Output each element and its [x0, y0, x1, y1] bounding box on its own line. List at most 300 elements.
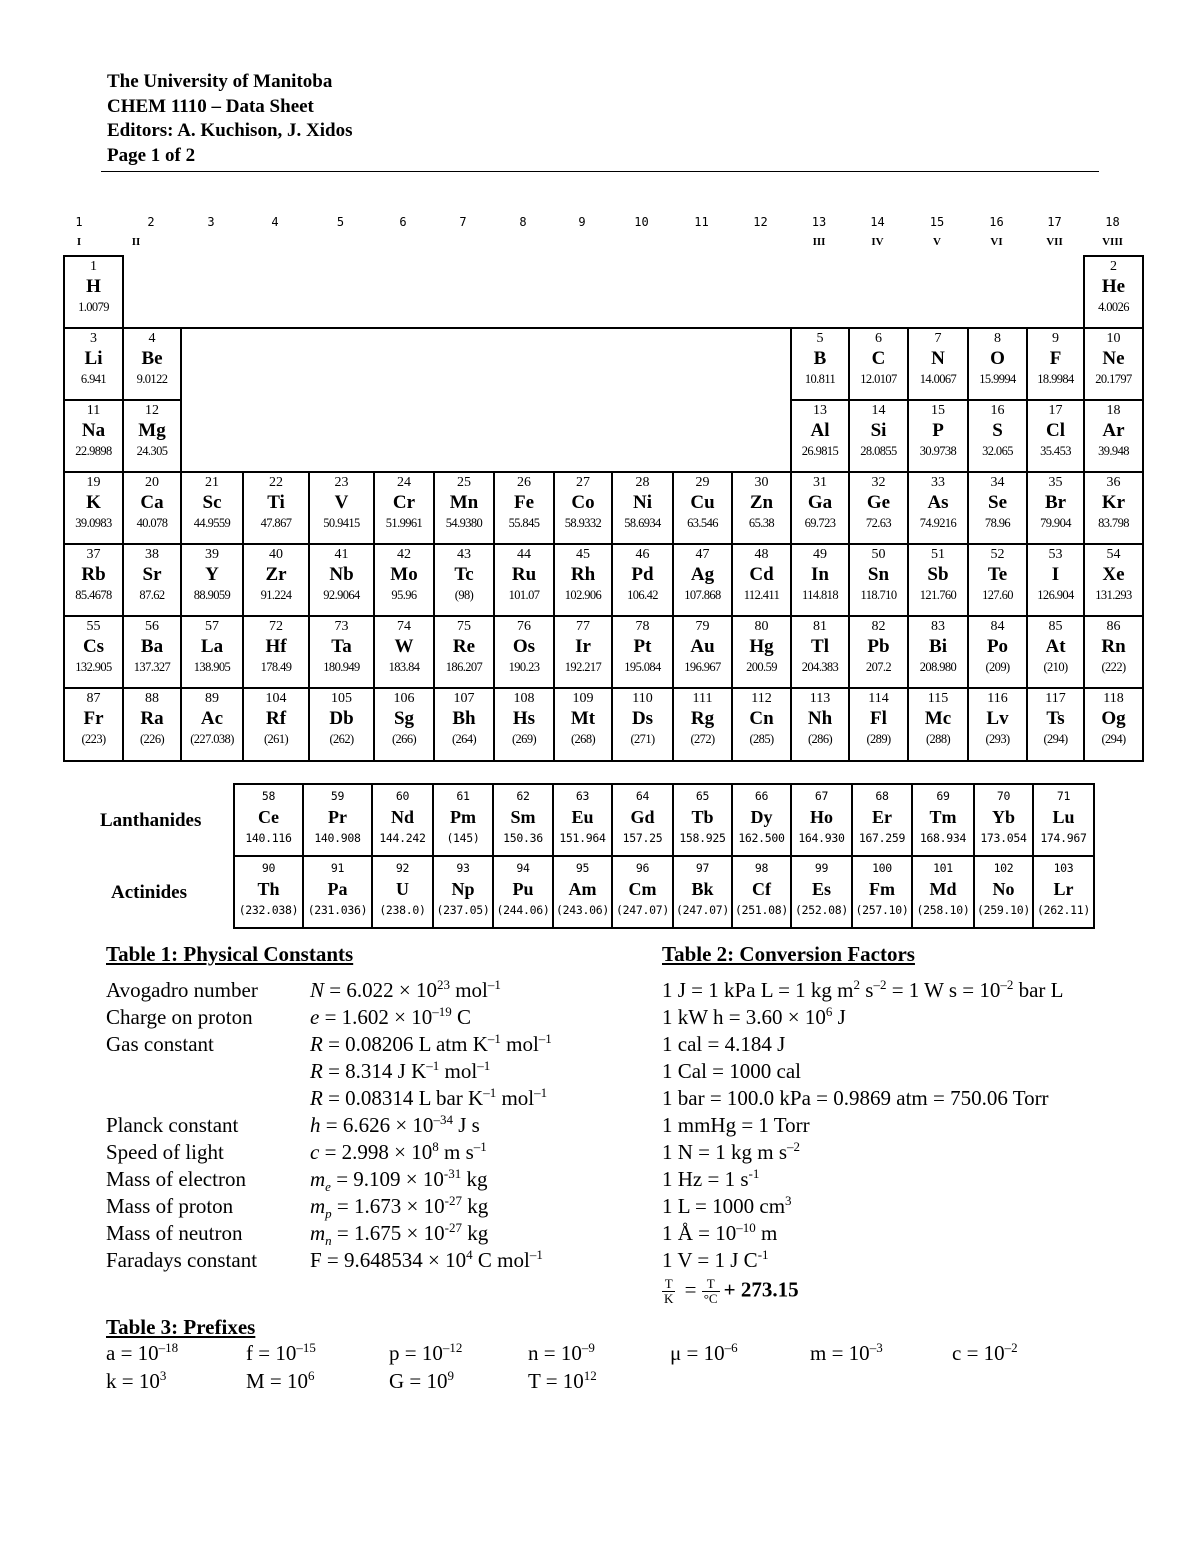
group-roman: VI [990, 236, 1003, 248]
element-symbol: Ta [331, 636, 352, 657]
element-Bk [672, 855, 733, 929]
atomic-mass: (244.06) [496, 903, 550, 917]
element-Th [233, 855, 304, 929]
atomic-number: 71 [1056, 789, 1071, 803]
atomic-mass: 44.9559 [193, 516, 231, 530]
atomic-number: 103 [1053, 861, 1074, 875]
atomic-number: 28 [635, 475, 650, 490]
element-symbol: Cu [690, 492, 715, 513]
atomic-number: 94 [516, 861, 530, 875]
element-symbol: Nh [807, 708, 833, 729]
element-symbol: Os [512, 636, 536, 657]
constant-value: $e = 1.602 \times 10^{-19}$ C [310, 1004, 472, 1029]
atomic-mass: (286) [807, 732, 833, 746]
constant-value: $m_p = 1.673 \times 10^{-27}$ kg [310, 1193, 489, 1222]
element-U [371, 855, 434, 929]
atomic-mass: 200.59 [746, 660, 777, 674]
element-Al [790, 399, 850, 473]
atomic-number: 49 [813, 547, 827, 562]
element-Bh [433, 687, 495, 762]
atomic-number: 41 [334, 547, 349, 562]
element-Br [1026, 471, 1085, 545]
atomic-mass: 178.49 [260, 660, 292, 674]
element-symbol: Pd [631, 564, 654, 585]
element-In [790, 543, 850, 617]
element-symbol: Lr [1053, 879, 1074, 899]
element-symbol: Md [929, 879, 957, 899]
atomic-mass: 39.0983 [75, 516, 112, 530]
atomic-mass: 101.07 [508, 588, 540, 602]
element-Se [967, 471, 1028, 545]
atomic-number: 16 [990, 403, 1005, 418]
atomic-number: 61 [456, 789, 470, 803]
element-Hf [242, 615, 310, 689]
atomic-mass: 126.904 [1037, 588, 1074, 602]
element-symbol: Tb [691, 807, 714, 827]
atomic-mass: 40.078 [136, 516, 168, 530]
prefix: $p = 10^{-12}$ [389, 1340, 463, 1365]
element-symbol: Ga [807, 492, 833, 513]
atomic-number: 75 [457, 619, 471, 634]
atomic-number: 53 [1048, 547, 1063, 562]
element-symbol: Hf [265, 636, 287, 657]
element-N [907, 327, 969, 401]
element-Ti [242, 471, 310, 545]
element-Fe [493, 471, 555, 545]
atomic-mass: (237.05) [436, 903, 490, 917]
conversion-factor: 1 kW $h = 3.60 \times 10^6$ J [662, 1004, 846, 1029]
atomic-number: 91 [330, 861, 345, 875]
atomic-number: 110 [632, 691, 653, 706]
atomic-number: 31 [813, 475, 827, 490]
element-La [180, 615, 244, 689]
group-number: 10 [634, 215, 649, 229]
element-Os [493, 615, 555, 689]
element-Mo [373, 543, 435, 617]
element-Pr [302, 783, 373, 857]
atomic-mass: 208.980 [919, 660, 957, 674]
prefix: $T = 10^{12}$ [528, 1368, 597, 1393]
element-symbol: Hs [512, 708, 536, 729]
element-symbol: Xe [1102, 564, 1125, 585]
element-Cf [731, 855, 792, 929]
constant-value: $m_n = 1.675 \times 10^{-27}$ kg [310, 1220, 489, 1249]
element-symbol: Se [988, 492, 1007, 513]
atomic-mass: 192.217 [564, 660, 602, 674]
atomic-number: 105 [331, 691, 352, 706]
atomic-number: 15 [931, 403, 945, 418]
element-Na [63, 399, 124, 473]
atomic-mass: 79.904 [1040, 516, 1071, 530]
atomic-number: 42 [397, 547, 411, 562]
atomic-number: 22 [269, 475, 283, 490]
atomic-mass: 12.0107 [860, 372, 897, 386]
atomic-mass: 207.2 [865, 660, 892, 674]
atomic-number: 12 [145, 403, 159, 418]
element-S [967, 399, 1028, 473]
atomic-mass: 180.949 [323, 660, 360, 674]
element-Li [63, 327, 124, 401]
group-number: 15 [929, 215, 945, 229]
element-Sg [373, 687, 435, 762]
atomic-number: 21 [205, 475, 219, 490]
atomic-number: 60 [395, 789, 410, 803]
element-symbol: Bk [691, 879, 714, 899]
element-K [63, 471, 124, 545]
atomic-mass: (268) [570, 732, 596, 746]
atomic-mass: 174.967 [1040, 831, 1087, 845]
atomic-mass: 196.967 [684, 660, 721, 674]
constant-value: $N = 6.022 \times 10^{23}$ mol$^{-1}$ [310, 977, 501, 1002]
element-Ho [790, 783, 853, 857]
constant-name: Mass of proton [106, 1194, 234, 1218]
header-rule [101, 171, 1099, 172]
atomic-mass: (293) [985, 732, 1010, 746]
element-Mn [433, 471, 495, 545]
group-number: 14 [870, 215, 885, 229]
atomic-mass: 51.9961 [385, 516, 423, 530]
atomic-mass: (261) [263, 732, 289, 746]
atomic-number: 69 [936, 789, 950, 803]
element-symbol: Sm [510, 807, 536, 827]
element-symbol: Eu [571, 807, 594, 827]
conversion-factor: 1 Cal = 1000 cal [662, 1059, 801, 1083]
atomic-number: 7 [934, 331, 942, 346]
element-symbol: Ra [140, 708, 164, 729]
atomic-mass: 72.63 [865, 516, 892, 530]
atomic-number: 50 [871, 547, 886, 562]
element-symbol: Te [987, 564, 1008, 585]
atomic-mass: (251.08) [735, 903, 788, 917]
atomic-mass: 121.760 [919, 588, 957, 602]
element-symbol: V [334, 492, 349, 513]
atomic-mass: (226) [139, 732, 165, 746]
element-V [308, 471, 375, 545]
element-symbol: Cl [1046, 420, 1065, 441]
atomic-number: 77 [576, 619, 590, 634]
element-Fl [848, 687, 909, 762]
atomic-mass: 83.798 [1098, 516, 1129, 530]
atomic-number: 78 [635, 619, 650, 634]
element-Ag [672, 543, 733, 617]
atomic-mass: (269) [511, 732, 537, 746]
atomic-mass: (264) [451, 732, 477, 746]
element-He [1083, 255, 1144, 329]
element-Ir [553, 615, 613, 689]
element-symbol: Co [571, 492, 595, 513]
atomic-mass: 28.0855 [860, 444, 897, 458]
element-symbol: Ho [809, 807, 833, 827]
element-As [907, 471, 969, 545]
element-Cm [611, 855, 674, 929]
element-symbol: H [86, 276, 101, 297]
atomic-number: 5 [816, 331, 824, 346]
atomic-mass: 158.925 [679, 831, 726, 845]
atomic-number: 87 [86, 691, 101, 706]
atomic-mass: 144.242 [379, 831, 426, 845]
atomic-mass: 26.9815 [801, 444, 839, 458]
element-symbol: Th [257, 879, 280, 899]
atomic-mass: 162.500 [738, 831, 785, 845]
constant-value: R = 8.314 J $K^{-1}$ mol$^{-1}$ [310, 1058, 491, 1083]
prefix: $m = 10^{-3}$ [810, 1340, 883, 1365]
atomic-number: 3 [90, 331, 97, 346]
atomic-number: 58 [261, 789, 276, 803]
atomic-number: 111 [692, 691, 713, 706]
element-Ne [1083, 327, 1144, 401]
atomic-number: 48 [754, 547, 769, 562]
element-Mg [122, 399, 182, 473]
temp-k: K [664, 1291, 674, 1306]
element-Au [672, 615, 733, 689]
atomic-number: 52 [990, 547, 1005, 562]
conversion-factor: 1 bar = 100.0 kPa = 0.9869 atm = 750.06 Torr [662, 1086, 1049, 1110]
element-Te [967, 543, 1028, 617]
atomic-mass: 39.948 [1098, 444, 1129, 458]
element-Ga [790, 471, 850, 545]
atomic-mass: 10.811 [804, 372, 836, 386]
element-symbol: Sc [202, 492, 222, 513]
atomic-mass: (262) [329, 732, 354, 746]
atomic-mass: 58.6934 [624, 516, 661, 530]
atomic-number: 82 [871, 619, 886, 634]
element-symbol: Rg [690, 708, 715, 729]
atomic-mass: 106.42 [627, 588, 658, 602]
element-symbol: Br [1044, 492, 1067, 513]
element-symbol: Sg [393, 708, 415, 729]
element-symbol: Tc [454, 564, 474, 585]
atomic-mass: 85.4678 [75, 588, 112, 602]
atomic-number: 109 [572, 691, 594, 706]
element-symbol: Pm [450, 807, 476, 827]
atomic-mass: 157.25 [622, 831, 663, 845]
table-gap [180, 327, 792, 471]
atomic-mass: (271) [630, 732, 655, 746]
element-Dy [731, 783, 792, 857]
atomic-mass: 112.411 [743, 588, 780, 602]
prefix: $c = 10^{-2}$ [952, 1340, 1018, 1365]
atomic-mass: (223) [81, 732, 106, 746]
element-symbol: Fm [869, 879, 895, 899]
atomic-mass: 4.0026 [1098, 300, 1129, 314]
element-Ba [122, 615, 182, 689]
atomic-number: 76 [517, 619, 531, 634]
element-Tb [672, 783, 733, 857]
atomic-mass: 63.546 [687, 516, 718, 530]
atomic-mass: 69.723 [804, 516, 836, 530]
atomic-mass: 50.9415 [323, 516, 360, 530]
atomic-number: 79 [695, 619, 710, 634]
element-symbol: Al [810, 420, 830, 441]
element-symbol: Rn [1101, 636, 1126, 657]
element-symbol: U [396, 879, 409, 899]
atomic-number: 26 [517, 475, 531, 490]
element-Cr [373, 471, 435, 545]
atomic-number: 54 [1106, 547, 1121, 562]
atomic-number: 20 [145, 475, 159, 490]
element-symbol: Cm [628, 879, 657, 899]
element-Xe [1083, 543, 1144, 617]
atomic-mass: 15.9994 [979, 372, 1016, 386]
atomic-mass: 132.905 [75, 660, 112, 674]
element-I [1026, 543, 1085, 617]
element-symbol: Fe [513, 492, 535, 513]
atomic-mass: (209) [985, 660, 1010, 674]
element-symbol: Zn [749, 492, 774, 513]
constant-name: Faradays constant [106, 1248, 258, 1272]
group-roman: V [933, 236, 941, 248]
element-symbol: He [1101, 276, 1126, 297]
atomic-mass: 58.9332 [564, 516, 602, 530]
table3-title: Table 3: Prefixes [106, 1315, 256, 1339]
atomic-number: 101 [933, 861, 953, 875]
group-number: 13 [811, 215, 827, 229]
atomic-number: 2 [1110, 259, 1117, 274]
element-symbol: Rf [265, 708, 287, 729]
atomic-mass: (259.10) [977, 903, 1030, 917]
element-Er [851, 783, 913, 857]
element-Am [552, 855, 613, 929]
atomic-mass: (243.06) [556, 903, 609, 917]
element-Og [1083, 687, 1144, 762]
element-C [848, 327, 909, 401]
constant-name: Planck constant [106, 1113, 239, 1137]
element-symbol: Sr [142, 564, 162, 585]
atomic-number: 86 [1106, 619, 1121, 634]
group-roman: VIII [1102, 236, 1123, 248]
atomic-mass: 138.905 [193, 660, 231, 674]
atomic-number: 29 [695, 475, 710, 490]
conversion-factor: 1 Hz = 1 $s^{-1}$ [662, 1166, 760, 1191]
element-symbol: Zr [265, 564, 287, 585]
atomic-mass: 151.964 [559, 831, 606, 845]
element-symbol: Bi [929, 636, 947, 657]
atomic-number: 43 [457, 547, 471, 562]
element-symbol: Lv [986, 708, 1009, 729]
group-roman: VII [1046, 236, 1063, 248]
constant-value: $h = 6.626 \times 10^{-34}$ J s [310, 1112, 480, 1137]
atomic-number: 83 [931, 619, 945, 634]
atomic-mass: (227.038) [190, 732, 234, 746]
atomic-mass: (222) [1101, 660, 1126, 674]
element-Sr [122, 543, 182, 617]
group-roman: IV [871, 236, 884, 248]
atomic-mass: 55.845 [508, 516, 540, 530]
element-Tm [911, 783, 975, 857]
element-symbol: S [992, 420, 1003, 441]
element-Lr [1032, 855, 1095, 929]
atomic-number: 116 [987, 691, 1008, 706]
element-Pa [302, 855, 373, 929]
temp-c: °C [703, 1291, 718, 1306]
constant-name: Mass of electron [106, 1167, 246, 1191]
prefix: $M = 10^6$ [246, 1368, 315, 1393]
element-Ra [122, 687, 182, 762]
group-number: 3 [207, 215, 215, 229]
element-symbol: Ac [200, 708, 224, 729]
element-symbol: W [394, 636, 414, 657]
element-Rf [242, 687, 310, 762]
element-Sb [907, 543, 969, 617]
atomic-number: 99 [814, 861, 829, 875]
element-Eu [552, 783, 613, 857]
element-symbol: Np [451, 879, 475, 899]
element-Cs [63, 615, 124, 689]
atomic-mass: (258.10) [916, 903, 970, 917]
element-symbol: Ds [631, 708, 654, 729]
element-Fm [851, 855, 913, 929]
element-symbol: Yb [991, 807, 1015, 827]
element-Cd [731, 543, 792, 617]
atomic-mass: 102.906 [564, 588, 602, 602]
atomic-number: 107 [453, 691, 475, 706]
atomic-mass: (247.07) [616, 903, 669, 917]
element-symbol: La [200, 636, 224, 657]
group-roman: I [76, 236, 82, 248]
atomic-number: 44 [517, 547, 531, 562]
atomic-number: 17 [1048, 403, 1063, 418]
atomic-number: 113 [809, 691, 831, 706]
group-number: 12 [753, 215, 768, 229]
atomic-mass: (238.0) [379, 903, 426, 917]
element-symbol: Rh [570, 564, 596, 585]
atomic-mass: 6.941 [80, 372, 107, 386]
element-Tc [433, 543, 495, 617]
atomic-mass: (294) [1101, 732, 1126, 746]
constant-value: R = 0.08314 L bar $K^{-1}$ mol$^{-1}$ [310, 1085, 548, 1110]
group-number: 17 [1047, 215, 1062, 229]
atomic-number: 93 [456, 861, 470, 875]
atomic-number: 1 [90, 259, 97, 274]
atomic-mass: (232.038) [238, 903, 299, 917]
atomic-number: 40 [269, 547, 283, 562]
group-number: 5 [336, 215, 345, 229]
atomic-number: 9 [1052, 331, 1059, 346]
temp-offset: + 273.15 [723, 1277, 799, 1302]
atomic-mass: 164.930 [798, 831, 845, 845]
atomic-number: 80 [754, 619, 769, 634]
atomic-mass: 14.0067 [919, 372, 957, 386]
atomic-mass: (289) [866, 732, 891, 746]
conversion-factor: 1 mmHg = 1 Torr [662, 1113, 810, 1137]
atomic-number: 115 [927, 691, 949, 706]
conversion-factor: 1 L = 1000 $cm^3$ [662, 1193, 792, 1218]
group-number: 9 [578, 215, 586, 229]
atomic-number: 96 [635, 861, 650, 875]
group-number: 1 [75, 215, 83, 229]
element-symbol: Pt [633, 636, 652, 657]
atomic-number: 19 [86, 475, 101, 490]
element-O [967, 327, 1028, 401]
element-P [907, 399, 969, 473]
prefix: $f = 10^{-15}$ [246, 1340, 316, 1365]
element-symbol: As [927, 492, 949, 513]
element-Rg [672, 687, 733, 762]
atomic-number: 62 [516, 789, 530, 803]
constant-value: R = 0.08206 L atm $K^{-1}$ mol$^{-1}$ [310, 1031, 552, 1056]
element-Rh [553, 543, 613, 617]
group-number: 16 [989, 215, 1004, 229]
element-Md [911, 855, 975, 929]
temp-t1: T [662, 1277, 675, 1292]
group-number: 2 [147, 215, 155, 229]
atomic-mass: 92.9064 [323, 588, 360, 602]
element-symbol: F [1049, 348, 1062, 369]
element-Mt [553, 687, 613, 762]
atomic-number: 57 [205, 619, 219, 634]
constant-value: $m_e = 9.109 \times 10^{-31}$ kg [310, 1166, 488, 1195]
university-name: The University of Manitoba [107, 71, 333, 92]
